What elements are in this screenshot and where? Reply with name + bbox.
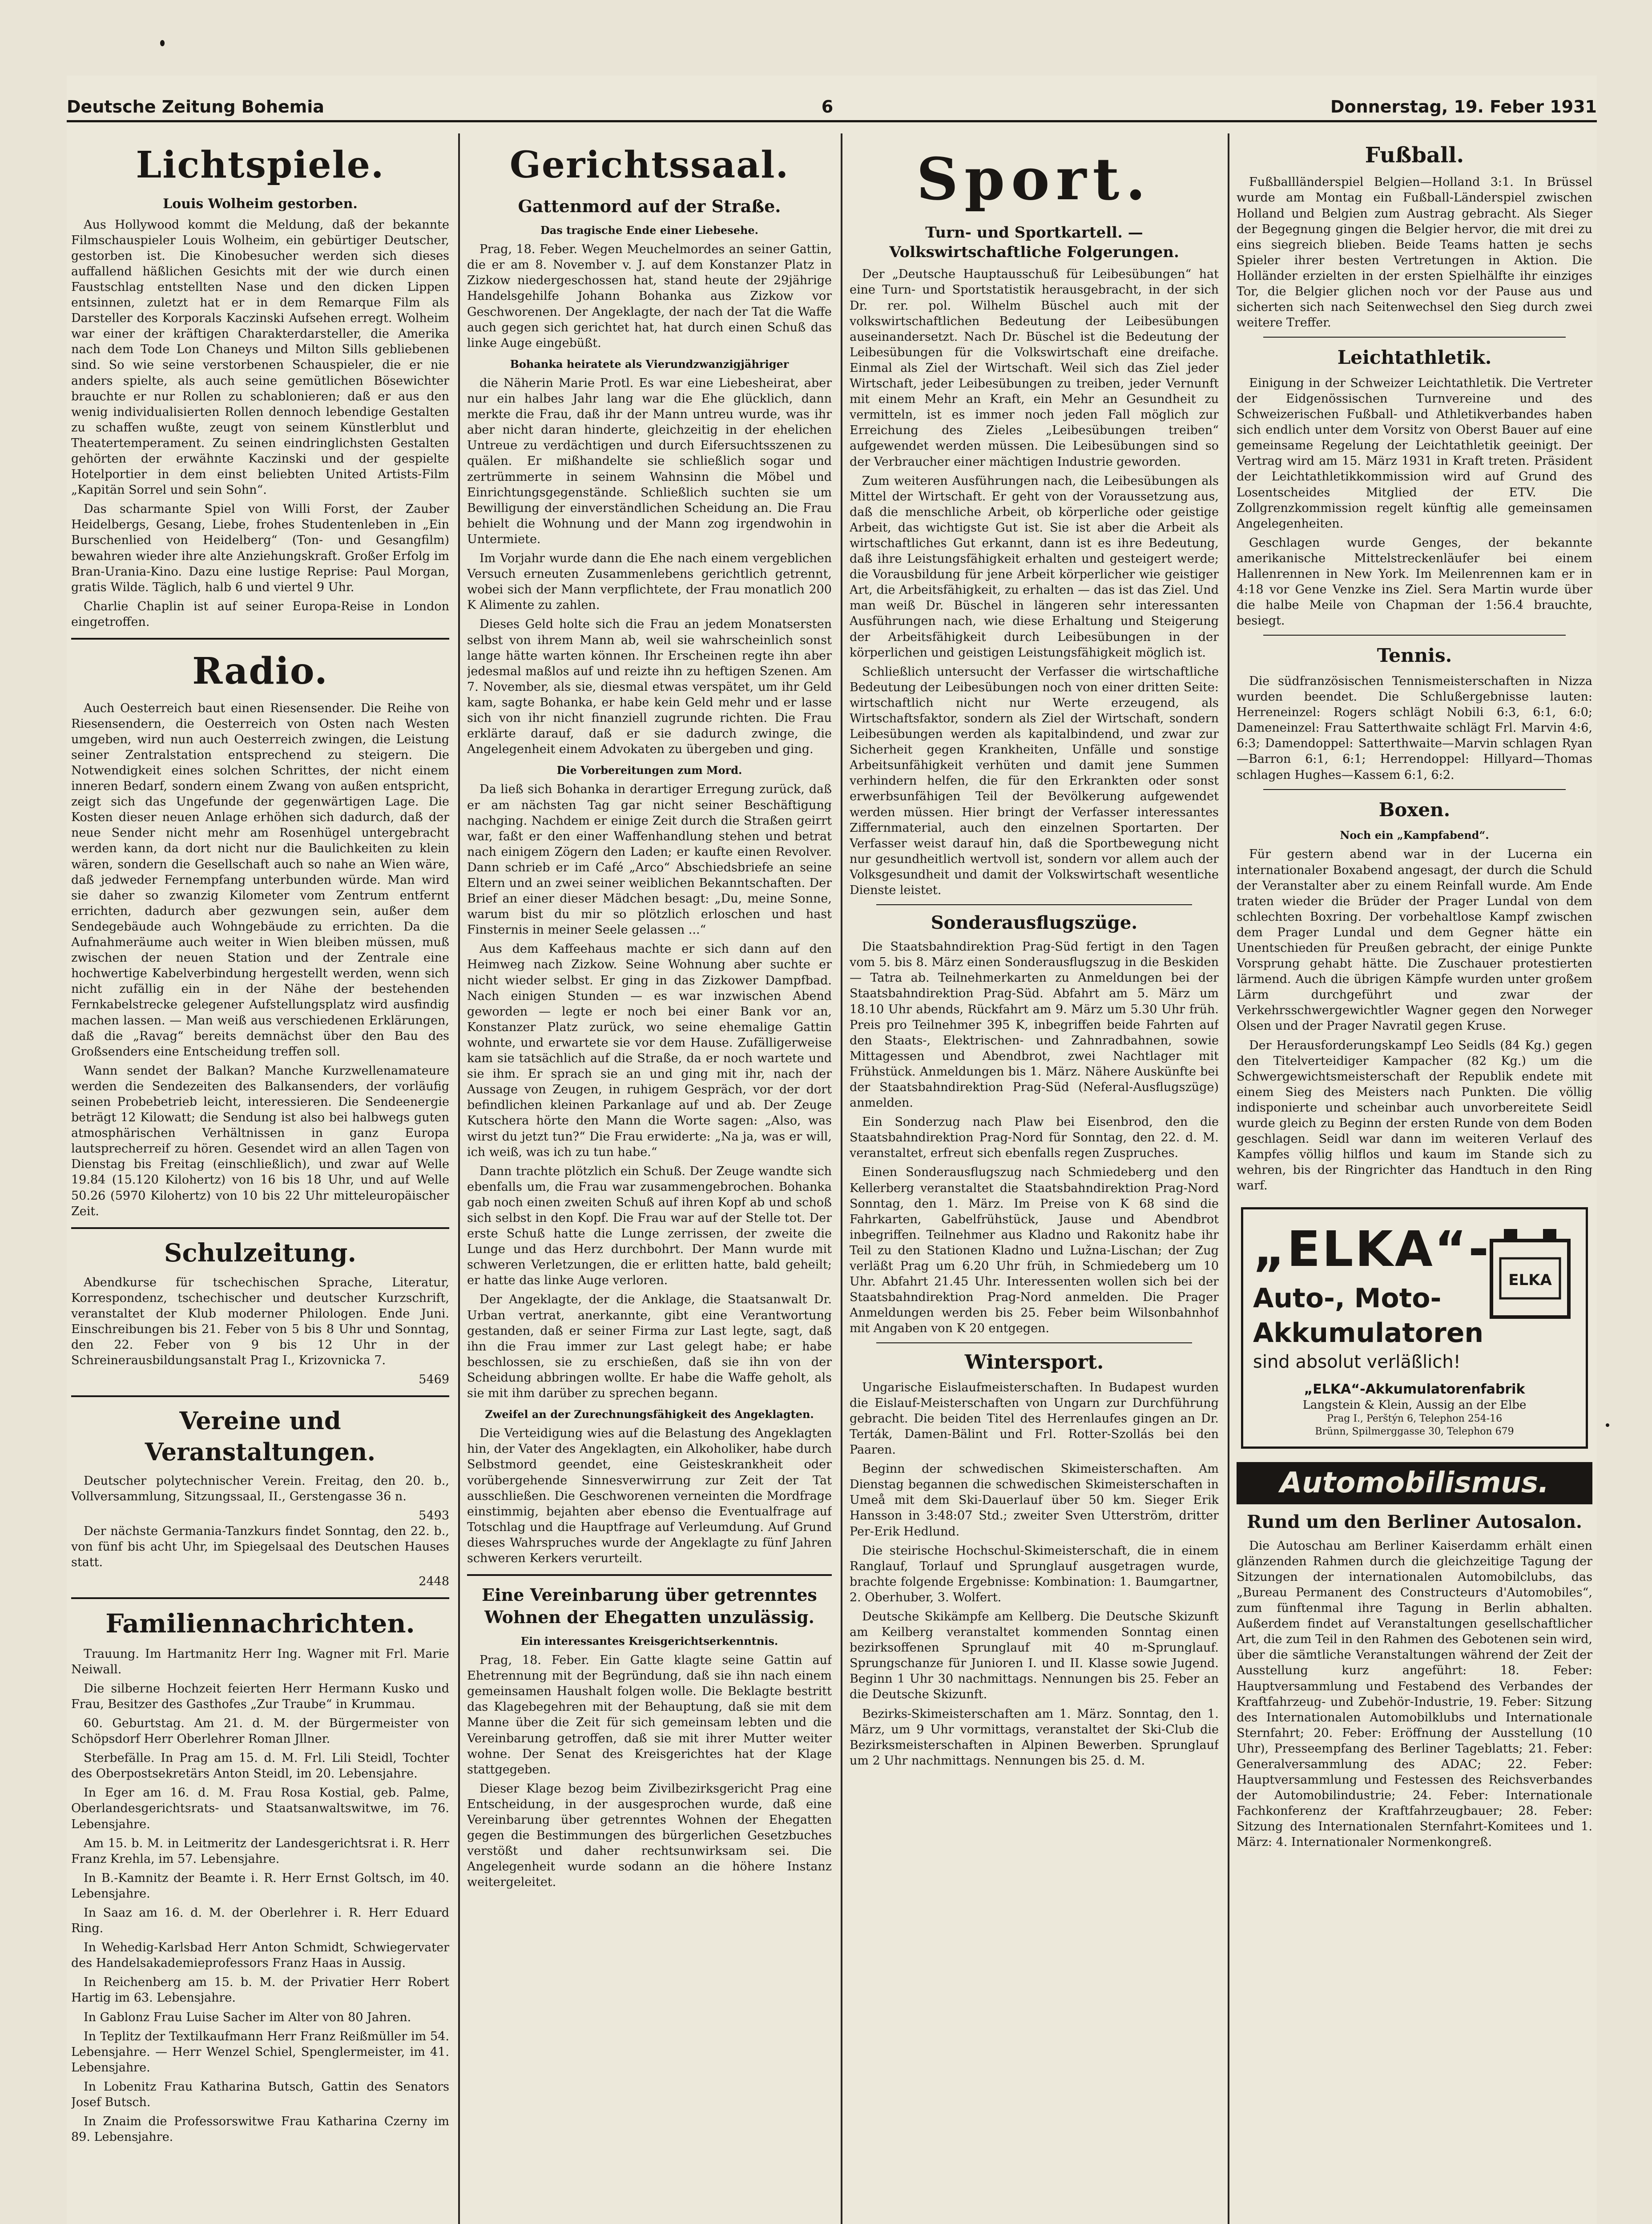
column-rule <box>1228 133 1229 2224</box>
column-rule <box>841 133 842 2224</box>
section-divider <box>71 1597 449 1599</box>
section-heading-radio: Radio. <box>192 650 328 693</box>
article-subheading: Noch ein „Kampfabend“. <box>1340 829 1489 842</box>
article-paragraph: Deutscher polytechnischer Verein. Freitag, den 20. b., Vollversammlung, Sitzungssaal, II., Gerstengasse 36 n. <box>71 1474 449 1503</box>
print-speck <box>160 40 165 46</box>
column-3 <box>850 133 1219 2224</box>
article-paragraph: Die steirische Hochschul-Skimeisterschaft, die in einem Ranglauf, Torlauf und Sprunglauf ausgetragen wurde, brachte folgende Ergebnisse: Kombination: 1. Baumgartner, 2. Oberhuber, 3. Wolfert. <box>850 1543 1219 1604</box>
paper-title: Deutsche Zeitung Bohemia <box>67 97 324 117</box>
page-header <box>67 93 1597 122</box>
notice: Sterbefälle. In Prag am 15. d. M. Frl. Lili Steidl, Tochter des Oberpostsekretärs Anton Steidl, im 20. Lebensjahre. <box>71 1751 449 1781</box>
ad-firm: Langstein & Klein, Aussig an der Elbe <box>1302 1398 1527 1412</box>
article-heading: Rund um den Berliner Autosalon. <box>1247 1511 1582 1532</box>
article-paragraph: Bezirks-Skimeisterschaften am 1. März. Sonntag, den 1. März, um 9 Uhr vormittags, veranstaltet der Ski-Club die Bezirksmeisterschaften in Alpinen Bewerben. Sprunglauf um 2 Uhr nachmittags. Nennungen bis 25. d. M. <box>850 1707 1219 1768</box>
divider <box>1263 337 1566 338</box>
article-paragraph: Ungarische Eislaufmeisterschaften. In Budapest wurden die Eislauf-Meisterschaften von Ungarn zur Durchführung gebracht. Die beiden Titel des Herrenlaufes gingen an Dr. Terták, Damen-Bälint und Frl. Rotter-Szollás bei den Paaren. <box>850 1380 1219 1457</box>
article-paragraph: Aus dem Kaffeehaus machte er sich dann auf den Heimweg nach Zizkow. Seine Wohnung aber suchte er nicht wieder selbst. Er ging in das Zizkower Dampfbad. Nach einigen Stunden — es war inzwischen Abend geworden — legte er noch bei einer Bank vor an, Konstanzer Platz zurück, wo seine ehemalige Gattin wohnte, und erwartete sie vor dem Hause. Zufälligerweise kam sie tatsächlich auf die Straße, da er noch wartete und sie ihm. Er sprach sie an und ging mit ihr, nach der Aussage von Zeugen, in ruhigem Gespräch, vor der dort befindlichen kleinen Parkanlage auf und ab. Der Zeuge Kutschera hörte den Mann die Worte sagen: „Also, was wirst du jetzt tun?“ Die Frau erwiderte: „Na ja, was er will, ich weiß, was ich zu tun habe.“ <box>467 942 832 1159</box>
notice: In Reichenberg am 15. b. M. der Privatier Herr Robert Hartig im 63. Lebensjahre. <box>71 1975 449 2005</box>
article-paragraph: Einigung in der Schweizer Leichtathletik. Die Vertreter der Eidgenössischen Turnvereine und des Schweizerischen Fußball- und Athletikverbandes haben sich endlich unter dem Vorsitz von Oberst Bauer auf eine gemeinsame Regelung der Leichtathletik geeinigt. Der Vertrag wird am 15. März 1931 in Kraft treten. Präsident der Leichtathletikkommission wird auf Grund des Losentscheides Mitglied der ETV. Die Zollgrenzkommission regelt künftig alle gemeinsamen Angelegenheiten. <box>1237 376 1592 531</box>
notice: Die silberne Hochzeit feierten Herr Hermann Kusko und Frau, Besitzer des Gasthofes „Zur Traube“ in Krummau. <box>71 1681 449 1711</box>
article-paragraph: Auch Oesterreich baut einen Riesensender. Die Reihe von Riesensendern, die Oesterreich von Osten nach Westen umgeben, wird nun auch Oesterreich zwingen, die Leistung seiner Zentralstation entsprechend zu steigern. Die Notwendigkeit eines solchen Schrittes, der nicht einem inneren Bedarf, sondern einem Zwang von außen entspricht, zeigt sich das Ungefunde der gegenwärtigen Lage. Die Kosten dieser neuen Anlage erhöhen sich dadurch, daß der neue Sender nicht mehr am Rosenhügel untergebracht werden kann, da dort nicht nur die Baulichkeiten zu klein wären, sondern die Gesellschaft auch so nahe an Wien wäre, daß jedweder Fernempfang unterbunden würde. Man wird sie daher so zwanzig Kilometer vom Zentrum entfernt errichten, dadurch aber gezwungen sein, außer dem Sendegebäude auch Wohngebäude zu errichten. Da die Aufnahmeräume auch weiter in Wien bleiben müssen, muß zwischen der neuen Station und der Zentrale eine hochwertige Kabelverbindung hergestellt werden, wenn sich nicht zufällig ein in der Nähe der bestehenden Fernkabelstrecke gelegener Aufstellungsplatz wird ausfindig machen lassen. — Man weiß aus verschiedenen Erklärungen, daß die „Ravag“ bereits demnächst über den Bau des Großsenders eine Entscheidung treffen soll. <box>71 701 449 1059</box>
divider <box>1263 635 1566 636</box>
article-heading: Louis Wolheim gestorben. <box>163 196 358 212</box>
article-paragraph: Deutsche Skikämpfe am Kellberg. Die Deutsche Skizunft am Keilberg veranstaltet kommenden Sonntag einen bezirksoffenen Sprunglauf mit 40 m-Sprunglauf. Sprungschanze für Junioren I. und II. Klasse sowie Jugend. Beginn 1 Uhr 30 nachmittags. Nennungen bis 25. Feber an die Deutsche Skizunft. <box>850 1609 1219 1702</box>
ad-code: 2448 <box>419 1575 449 1589</box>
section-heading-gerichtssaal: Gerichtssaal. <box>509 144 790 186</box>
svg-text:ELKA: ELKA <box>1508 1271 1552 1289</box>
ad-address: Brünn, Spilmerggasse 30, Telephon 679 <box>1315 1426 1514 1437</box>
article-heading: Eine Vereinbarung über getrenntes Wohnen der Ehegatten unzulässig. <box>482 1585 817 1627</box>
article-heading: Wintersport. <box>964 1351 1104 1374</box>
article-subheading: Bohanka heiratete als Vierundzwanzigjähriger <box>510 357 789 371</box>
notice: In Teplitz der Textilkaufmann Herr Franz Reißmüller im 54. Lebensjahre. — Herr Wenzel Schiel, Spenglermeister, im 41. Lebensjahre. <box>71 2029 449 2075</box>
ad-address: Prag I., Perštýn 6, Telephon 254-16 <box>1326 1413 1503 1425</box>
divider <box>876 904 1192 905</box>
notice: In Znaim die Professorswitwe Frau Katharina Czerny im 89. Lebensjahre. <box>71 2115 449 2144</box>
ad-product: Auto-, Moto- <box>1253 1282 1442 1314</box>
article-paragraph: Dann trachte plötzlich ein Schuß. Der Zeuge wandte sich ebenfalls um, die Frau war zusammengebrochen. Bohanka gab noch einen zweiten Schuß auf ihren Kopf ab und schoß sich selbst in den Kopf. Die Frau war auf der Stelle tot. Der erste Schuß hatte die Lunge zerrissen, der zweite die Lunge und das Herz durchbohrt. Der Mann wurde mit schweren Verletzungen, die er erlitten hatte, bald geheilt; er hatte das linke Auge verloren. <box>467 1164 832 1288</box>
article-paragraph: Der Herausforderungskampf Leo Seidls (84 Kg.) gegen den Titelverteidiger Kampacher (82 Kg.) um die Schwergewichtsmeisterschaft der Republik endete mit einem Sieg des Meisters nach Punkten. Die völlig indisponierte und scheinbar auch unvorbereitete Seidl wurde gleich zu Beginn der ersten Runde von dem Boden geschlagen. Seidl war dann im weiteren Verlauf des Kampfes völlig hilflos und kaum im Stande sich zu wehren, bis der Ringrichter das Handtuch in den Ring warf. <box>1237 1038 1592 1193</box>
article-paragraph: Beginn der schwedischen Skimeisterschaften. Am Dienstag begannen die schwedischen Skimeisterschaften in Umeå mit dem Ski-Dauerlauf über 50 km. Sieger Erik Hansson in 3:48:07 Std.; zweiter Sven Utterström, dritter Per-Erik Hedlund. <box>850 1462 1219 1539</box>
section-heading-tennis: Tennis. <box>1377 645 1452 667</box>
ad-code: 5493 <box>419 1508 449 1523</box>
article-paragraph: Prag, 18. Feber. Wegen Meuchelmordes an seiner Gattin, die er am 8. November v. J. auf dem Konstanzer Platz in Zizkow niedergeschossen hat, stand heute der 29jährige Handelsgehilfe Johann Bohanka aus Zizkow vor Geschworenen. Der Angeklagte, der nach der Tat die Waffe auch gegen sich gerichtet hat, hat durch einen Schuß das linke Auge eingebüßt. <box>467 242 832 350</box>
article-paragraph: Abendkurse für tschechischen Sprache, Literatur, Korrespondenz, tschechischer und deutscher Kurzschrift, veranstaltet der Klub moderner Philologen. Ende Juni. Einschreibungen bis 21. Feber von 5 bis 8 Uhr und Sonntag, den 22. Feber von 9 bis 12 Uhr in der Schreinerausbildungsanstalt Prag I., Krizovnicka 7. <box>71 1275 449 1367</box>
article-paragraph: Der nächste Germania-Tanzkurs findet Sonntag, den 22. b., von fünf bis acht Uhr, im Spiegelsaal des Deutschen Hauses statt. <box>71 1524 449 1570</box>
article-subheading: Zweifel an der Zurechnungsfähigkeit des Angeklagten. <box>485 1408 814 1421</box>
article-paragraph: Fußballländerspiel Belgien—Holland 3:1. In Brüssel wurde am Montag ein Fußball-Länderspiel zwischen Holland und Belgien zum Austrag gebracht. Als Sieger der Begegnung gingen die Belgier hervor, die mit drei zu eins siegreich blieben. Beide Teams hatten je sechs Spieler ihrer besten Vertretungen in Aktion. Die Holländer erzielten in der ersten Spielhälfte ihr einziges Tor, die Belgier glichen noch vor der Pause aus und sicherten sich nach Seitenwechsel den Sieg durch zwei weitere Treffer. <box>1237 175 1592 330</box>
newspaper-page <box>67 76 1597 2224</box>
article-subheading: Ein interessantes Kreisgerichtserkenntnis. <box>520 1634 778 1648</box>
ad-product: Akkumulatoren <box>1253 1317 1484 1349</box>
section-heading-leichtathletik: Leichtathletik. <box>1337 346 1492 369</box>
article-paragraph: Im Vorjahr wurde dann die Ehe nach einem vergeblichen Versuch erneuten Zusammenlebens gerichtlich getrennt, wobei sich der Mann verpflichtete, der Frau monatlich 200 K Alimente zu zahlen. <box>467 552 832 612</box>
ad-slogan: sind absolut verläßlich! <box>1253 1351 1461 1372</box>
article-paragraph: Einen Sonderausflugszug nach Schmiedeberg und den Kellerberg veranstaltet die Staatsbahndirektion Prag-Nord Sonntag, den 1. März. Im Preise von K 68 sind die Fahrkarten, Gabelfrühstück, Jause und Abendbrot inbegriffen. Teilnehmer aus Kladno und Rakonitz habe ihr Teil zu den Stationen Kladno und Lužna-Lischan; der Zug verläßt Prag um 6.20 Uhr früh, in Schmiedeberg um 10 Uhr. Abfahrt 21.45 Uhr. Interessenten wollen sich bei der Staatsbahndirektion Prag-Nord anmelden. Die Prager Anmeldungen werden bis 25. Feber beim Wilsonbahnhof mit Angaben von K 20 entgegen. <box>850 1165 1219 1336</box>
column-rule <box>458 133 460 2224</box>
article-heading: Sonderausflugszüge. <box>931 912 1138 934</box>
article-paragraph: Ein Sonderzug nach Plaw bei Eisenbrod, den die Staatsbahndirektion Prag-Nord für Sonntag, den 22. d. M. veranstaltet, erfreut sich ebenfalls regen Zuspruches. <box>850 1115 1219 1160</box>
article-subheading: Die Vorbereitungen zum Mord. <box>556 764 742 777</box>
article-paragraph: Wann sendet der Balkan? Manche Kurzwellenamateure werden die Sendezeiten des Balkansenders, der vorläufig seinen Probebetrieb leicht, interessieren. Die Sendeenergie beträgt 12 Kilowatt; die Sendung ist also bei halbwegs guten atmosphärischen Verhältnissen in ganz Europa lautsprecherreif zu hören. Gesendet wird an allen Tagen von Dienstag bis Freitag (einschließlich), und zwar auf Welle 19.84 (15.120 Kilohertz) von 16 bis 18 Uhr, und auf Welle 50.26 (5970 Kilohertz) von 10 bis 22 Uhr mitteleuropäischer Zeit. <box>71 1064 449 1218</box>
column-2 <box>467 133 832 2224</box>
ad-company: „ELKA“-Akkumulatorenfabrik <box>1304 1381 1525 1397</box>
notice: In Gablonz Frau Luise Sacher im Alter von 80 Jahren. <box>84 2010 411 2024</box>
notice: Am 15. b. M. in Leitmeritz der Landesgerichtsrat i. R. Herr Franz Krehla, im 57. Lebensjahre. <box>71 1836 449 1866</box>
issue-date: Donnerstag, 19. Feber 1931 <box>1330 97 1597 117</box>
article-paragraph: Charlie Chaplin ist auf seiner Europa-Reise in London eingetroffen. <box>71 599 449 629</box>
section-divider <box>71 1395 449 1397</box>
article-paragraph: Der „Deutsche Hauptausschuß für Leibesübungen“ hat eine Turn- und Sportstatistik herausgebracht, in der sich Dr. rer. pol. Wilhelm Büschel auch mit der volkswirtschaftlichen Bedeutung der Leibesübungen auseinandersetzt. Nach Dr. Büschel ist die Bedeutung der Leibesübungen für die Volkswirtschaft eine dreifache. Einmal als Ziel der Wirtschaft. Weil sich das Ziel jeder Wirtschaft, jeder Leibesübungen zu treiben, jeder Vernunft mit einem Mehr an Kraft, ein Mehr an Gesundheit zu vermitteln, ist es immer noch jeden Fall möglich zur Erreichung des Zieles „Leibesübungen treiben“ aufgewendet werden müssen. Die Leibesübungen sind so der Verbraucher einer mächtigen Industrie geworden. <box>850 267 1219 469</box>
notice: 60. Geburtstag. Am 21. d. M. der Bürgermeister von Schöpsdorf Herr Oberlehrer Roman Jllner. <box>71 1716 449 1746</box>
article-paragraph: Schließlich untersucht der Verfasser die wirtschaftliche Bedeutung der Leibesübungen noch von einer dritten Seite: wirtschaftlich nicht nur Werte erzeugend, als Wirtschaftsfaktor, sondern als Ziel der Wirtschaft, sondern Leibesübungen werden als kapitalbindend, und zwar zur Sicherheit gegen Krankheiten, Unfälle und sonstige Arbeitsunfähigkeit verhüten und damit jene Summen verhindern helfen, die für den Erkrankten oder sonst erwerbsunfähigen Teil der Bevölkerung aufgewendet werden müssen. Hier bringt der Verfasser interessantes Ziffernmaterial, auch den einzelnen Sportarten. Der Verfasser weist darauf hin, daß die Sportbewegung nicht nur gesundheitlich wertvoll ist, sondern vor allem auch der Volksgesundheit und damit der Volkswirtschaft wesentliche Dienste leistet. <box>850 665 1219 898</box>
divider <box>876 1342 1192 1343</box>
article-paragraph: Zum weiteren Ausführungen nach, die Leibesübungen als Mittel der Wirtschaft. Er geht von der Voraussetzung aus, daß die menschliche Arbeit, ob körperliche oder geistige Arbeit, das wichtigste Gut ist. Sie ist aber die Arbeit als wirtschaftliches Gut erkannt, dann ist es ihre Bedeutung, daß ihre Leistungsfähigkeit erhalten und gesteigert werde; die Vorausbildung für jene Arbeit körperlicher wie geistiger Art, die Arbeitsfähigkeit, zu erhalten — das ist das Ziel. Und man weiß Dr. Büschel in längeren sehr interessanten Ausführungen nach, wie diese Erhaltung und Steigerung der Arbeitsfähigkeit durch Leibesübungen in der körperlichen und geistigen Leistungsfähigkeit möglich ist. <box>850 474 1219 660</box>
article-paragraph: Die südfranzösischen Tennismeisterschaften in Nizza wurden beendet. Die Schlußergebnisse lauten: Herreneinzel: Rogers schlägt Nobili 6:3, 6:1, 6:0; Dameneinzel: Frau Satterthwaite schlägt Frl. Marvin 4:6, 6:3; Damendoppel: Satterthwaite—Marvin schlagen Ryan—Barron 6:1, 6:1; Herrendoppel: Hillyard—Thomas schlagen Hughes—Kassem 6:1, 6:2. <box>1237 674 1592 782</box>
ad-code: 5469 <box>419 1373 449 1387</box>
battery-icon <box>1488 1223 1572 1321</box>
notice: Trauung. Im Hartmanitz Herr Ing. Wagner mit Frl. Marie Neiwall. <box>71 1647 449 1676</box>
notice: In Saaz am 16. d. M. der Oberlehrer i. R. Herr Eduard Ring. <box>71 1906 449 1936</box>
section-heading-fussball: Fußball. <box>1365 143 1464 168</box>
section-divider <box>71 638 449 640</box>
article-paragraph: Der Angeklagte, der die Anklage, die Staatsanwalt Dr. Urban vertrat, anerkannte, gibt eine Verantwortung gestanden, daß er seiner Firma zur Last legte, sagt, daß ihn die Frau immer zur Last gelegt habe; er habe beschlossen, sie zu erschießen, daß sie ihn von der Scheidung abbringen wollte. Er habe die Waffe geholt, als sie mit ihm darüber zu sprechen begann. <box>467 1293 832 1401</box>
notice: In Wehedig-Karlsbad Herr Anton Schmidt, Schwiegervater des Handelsakademieprofessors Franz Haas in Aussig. <box>71 1941 449 1970</box>
article-paragraph: Da ließ sich Bohanka in derartiger Erregung zurück, daß er am nächsten Tag gar nicht seiner Beschäftigung nachging. Nachdem er einige Zeit durch die Straßen geirrt war, faßt er den einer Waffenhandlung stehen und betrat nach einigem Zögern den Laden; er kaufte einen Revolver. Dann schrieb er im Café „Arco“ Abschiedsbriefe an seine Eltern und an zwei seiner weiblichen Bekanntschaften. Der Brief an einer dieser Mädchen besagt: „Du, meine Sonne, warum bist du mir so plötzlich erloschen und hast Finsternis in meiner Seele gelassen ...“ <box>467 782 832 937</box>
section-heading-boxen: Boxen. <box>1378 798 1451 821</box>
article-paragraph: Prag, 18. Feber. Ein Gatte klagte seine Gattin auf Ehetrennung mit der Begründung, daß sie ihn nach einem gemeinsamen Haushalt folgen wolle. Die Beklagte bestritt das Klagebegehren mit der Behauptung, daß sie mit dem Manne über die Zeit für sich gemeinsam lebten und die Vereinbarung getroffen, daß sie mit ihrer Mutter weiter wohne. Der Senat des Kreisgerichtes hat der Klage stattgegeben. <box>467 1653 832 1777</box>
column-1 <box>71 133 449 2224</box>
notice: In Lobenitz Frau Katharina Butsch, Gattin des Senators Josef Butsch. <box>71 2079 449 2110</box>
print-speck <box>1606 1423 1609 1427</box>
elka-advertisement <box>1241 1207 1588 1449</box>
section-heading-vereine: Vereine und Veranstaltungen. <box>145 1406 376 1467</box>
article-paragraph: Dieser Klage bezog beim Zivilbezirksgericht Prag eine Entscheidung, in der ausgesprochen wurde, daß eine Vereinbarung über getrenntes Wohnen der Ehegatten gegen die Bestimmungen des bürgerlichen Gesetzbuches verstößt und daher rechtsunwirksam sei. Die Angelegenheit wurde sodann an die höhere Instanz weitergeleitet. <box>467 1781 832 1890</box>
ad-brand: „ELKA“- <box>1253 1220 1491 1277</box>
article-paragraph: die Näherin Marie Protl. Es war eine Liebesheirat, aber nur ein halbes Jahr lang war die Ehe glücklich, dann merkte die Frau, daß ihr der Mann untreu wurde, was ihr aber nicht daran hinderte, gleichzeitig in der ehelichen Untreue zu verdächtigen und durch Eifersuchtsszenen zu quälen. Er mißhandelte sie schließlich sogar und zertrümmerte in seinem Wahnsinn die Möbel und Einrichtungsgegenstände. Schließlich suchten sie um Bewilligung der einverständlichen Scheidung an. Die Frau behielt die Wohnung und der Mann zog irgendwohin in Untermiete. <box>467 376 832 546</box>
section-heading-sport: Sport. <box>916 145 1152 213</box>
article-paragraph: Die Autoschau am Berliner Kaiserdamm erhält einen glänzenden Rahmen durch die gleichzeitige Tagung der Sitzungen der internationalen Automobilclubs, das „Bureau Permanent des Constructeurs d'Automobiles“, zum fünftenmal ihre Tagung in Berlin abhalten. Außerdem findet auf Veranstaltungen gesellschaftlicher Art, die zum Teil in den Rahmen des Gebotenen sein wird, über die sämtliche Veranstaltungen während der Zeit der Ausstellung kurz angeführt: 18. Feber: Hauptversammlung und Festabend des Verbandes der Kraftfahrzeug- und Zubehör-Industrie, 19. Feber: Sitzung des Internationalen Automobilklubs und Internationale Sternfahrt; 20. Feber: Eröffnung der Ausstellung (10 Uhr), Presseempfang des Berliner Tageblatts; 21. Feber: Generalversammlung des ADAC; 22. Feber: Hauptversammlung und Festessen des Reichsverbandes der Automobilindustrie; 24. Feber: Internationale Fachkonferenz der Kraftfahrzeugbauer; 28. Feber: Sitzung des Internationalen Sternfahrt-Komitees und 1. März: 4. Internationaler Normenkongreß. <box>1237 1539 1592 1849</box>
section-heading-lichtspiele: Lichtspiele. <box>136 144 385 186</box>
notice: In Eger am 16. d. M. Frau Rosa Kostial, geb. Palme, Oberlandesgerichtsrats- und Staatsanwaltswitwe, im 76. Lebensjahre. <box>71 1786 449 1831</box>
section-heading-familie: Familiennachrichten. <box>105 1608 415 1639</box>
notice: In B.-Kamnitz der Beamte i. R. Herr Ernst Goltsch, im 40. Lebensjahre. <box>71 1871 449 1901</box>
section-divider <box>467 1574 832 1576</box>
article-subheading: Das tragische Ende einer Liebesehe. <box>540 223 759 237</box>
section-divider <box>71 1227 449 1229</box>
article-paragraph: Für gestern abend war in der Lucerna ein internationaler Boxabend angesagt, der durch die Schuld der Veranstalter aber zu einem Reinfall wurde. Am Ende traten wieder die Brüder der Prager Lundal von dem schlechten Boxring. Der vorbehaltlose Kampf zwischen dem Prager Lundal und dem Gegner hätte ein Unentschieden für Preußen gebracht, der einige Punkte Vorsprung gehabt hätte. Die Zuschauer protestierten lärmend. Auch die übrigen Kämpfe wurden unter großem Lärm durchgeführt und zwar der Verkehrsschwergewichtler Wagner gegen den Norweger Olsen und der Prager Navratil gegen Kruse. <box>1237 847 1592 1033</box>
article-paragraph: Die Verteidigung wies auf die Belastung des Angeklagten hin, der Vater des Angeklagten, ein Alkoholiker, habe durch Selbstmord geendet, eine Geisteskrankheit oder vorübergehende Sinnesverwirrung zur Zeit der Tat ausschließen. Die Geschworenen verneinten die Mordfrage einstimmig, bejahten aber ebenso die Eventualfrage auf Totschlag und die Hauptfrage auf Verleumdung. Auf Grund dieses Wahrspruches wurde der Angeklagte zu fünf Jahren schweren Kerkers verurteilt. <box>467 1426 832 1566</box>
article-heading: Turn- und Sportkartell. — Volkswirtschaftliche Folgerungen. <box>889 224 1179 262</box>
article-paragraph: Geschlagen wurde Genges, der bekannte amerikanische Mittelstreckenläufer bei einem Hallenrennen in New York. Im Meilenrennen kam er in 4:18 vor Gene Venzke ins Ziel. Sera Martin wurde über die halbe Meile von Chapman der 1:56.4 brauchte, besiegt. <box>1237 536 1592 628</box>
article-paragraph: Aus Hollywood kommt die Meldung, daß der bekannte Filmschauspieler Louis Wolheim, ein gebürtiger Deutscher, gestorben ist. Die Kinobesucher werden sich dieses auffallend häßlichen Gesichts mit der wie durch einen Faustschlag entstellten Nase und den dicken Lippen entsinnen, zuletzt hat er in dem Remarque Film als Darsteller des Korporals Kaczinski Aufsehen erregt. Wolheim war einer der kräftigen Charakterdarsteller, die Amerika nach dem Tode Lon Chaneys und Milton Sills gebliebenen sind. So wie seine verstorbenen Schauspieler, die er nie anders spielte, als auch seine gemütlichen Bösewichter brauchte er nur Rollen zu schablonieren; daß er aus den wenig individualisierten Rollen dennoch lebendige Gestalten zu schaffen wußte, zeugt von seinem Künstlerblut und Theatertemperament. Zu seinen eindringlichsten Gestalten gehörten der erwähnte Kaczinski und der gespielte Hotelportier in dem einst beliebten United Artists-Film „Kapitän Sorrel und sein Sohn“. <box>71 218 449 497</box>
column-4 <box>1237 133 1592 2224</box>
section-heading-automobilismus: Automobilismus. <box>1237 1462 1592 1504</box>
page-number: 6 <box>821 97 834 117</box>
article-heading: Gattenmord auf der Straße. <box>518 196 781 216</box>
article-paragraph: Das scharmante Spiel von Willi Forst, der Zauber Heidelbergs, Gesang, Liebe, frohes Studentenleben in „Ein Burschenlied von Heidelberg“ (Ton- und Gesangfilm) bewahren wieder ihre alte Anziehungskraft. Großer Erfolg im Bran-Urania-Kino. Dazu eine lustige Reprise: Paul Morgan, gratis Wilde. Täglich, halb 6 und viertel 9 Uhr. <box>71 502 449 594</box>
article-paragraph: Dieses Geld holte sich die Frau an jedem Monatsersten selbst von ihrem Mann ab, weil sie wahrscheinlich sonst lange hätte warten können. Ihr Erscheinen regte ihn aber jedesmal maßlos auf und reizte ihn zu heftigen Szenen. Am 7. November, als sie, diesmal etwas verspätet, um ihr Geld kam, sagte Bohanka, er habe kein Geld mehr und er lasse sich von ihr nicht finanziell zugrunde richten. Die Frau erklärte darauf, daß er sie dadurch zwinge, die Angelegenheit einem Advokaten zu übergeben und ging. <box>467 617 832 757</box>
section-heading-schulzeitung: Schulzeitung. <box>164 1238 356 1268</box>
divider <box>1263 789 1566 790</box>
article-paragraph: Die Staatsbahndirektion Prag-Süd fertigt in den Tagen vom 5. bis 8. März einen Sonderausflugszug in die Beskiden — Tatra ab. Teilnehmerkarten zu Anmeldungen bei der Staatsbahndirektion Prag-Süd. Abfahrt am 5. März um 18.10 Uhr abends, Rückfahrt am 9. März um 5.30 Uhr früh. Preis pro Teilnehmer 395 K, inbegriffen beide Fahrten auf den Staats-, Elektrischen- und Zahnradbahnen, sowie Mittagessen und Abendbrot, zwei Nachtlager mit Frühstück. Anmeldungen bis 1. März. Nähere Auskünfte bei der Staatsbahndirektion Prag-Süd (Neferal-Ausflugszüge) anmelden. <box>850 940 1219 1110</box>
